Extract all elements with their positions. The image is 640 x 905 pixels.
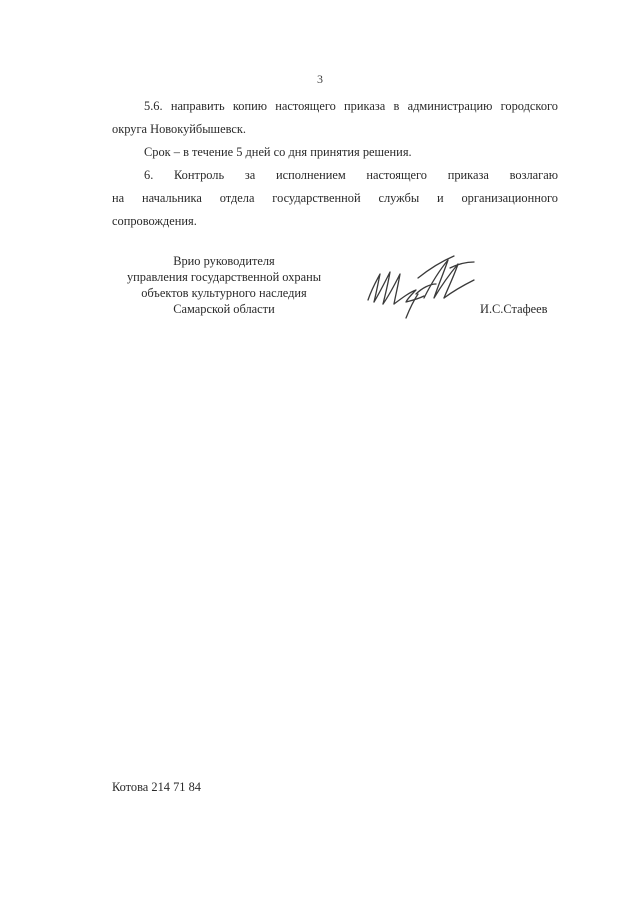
paragraph-5-6-line-2: округа Новокуйбышевск. — [112, 122, 246, 136]
paragraph-5-6 — [112, 95, 558, 141]
signatory-position-line-3: объектов культурного наследия — [141, 286, 307, 300]
paragraph-6-line-2: на начальника отдела государственной службы и организационного — [112, 191, 558, 205]
handwritten-signature — [358, 248, 488, 326]
paragraph-6-line-1: 6. Контроль за исполнением настоящего приказа возлагаю — [144, 168, 558, 182]
executor-contact: Котова 214 71 84 — [112, 780, 201, 794]
signatory-position-line-4: Самарской области — [173, 302, 275, 316]
paragraph-deadline — [112, 141, 558, 164]
signatory-position — [100, 253, 348, 317]
signatory-position-line-2: управления государственной охраны — [126, 270, 322, 284]
paragraph-6-line-3: сопровождения. — [112, 214, 197, 228]
paragraph-5-6-line-1: 5.6. направить копию настоящего приказа в администрацию городского — [144, 99, 558, 113]
paragraph-deadline-line-1: Срок – в течение 5 дней со дня принятия решения. — [144, 145, 412, 159]
paragraph-6 — [112, 164, 558, 233]
page-number: 3 — [317, 72, 323, 86]
signatory-position-line-1: Врио руководителя — [173, 254, 275, 268]
signer-name: И.С.Стафеев — [480, 302, 548, 316]
